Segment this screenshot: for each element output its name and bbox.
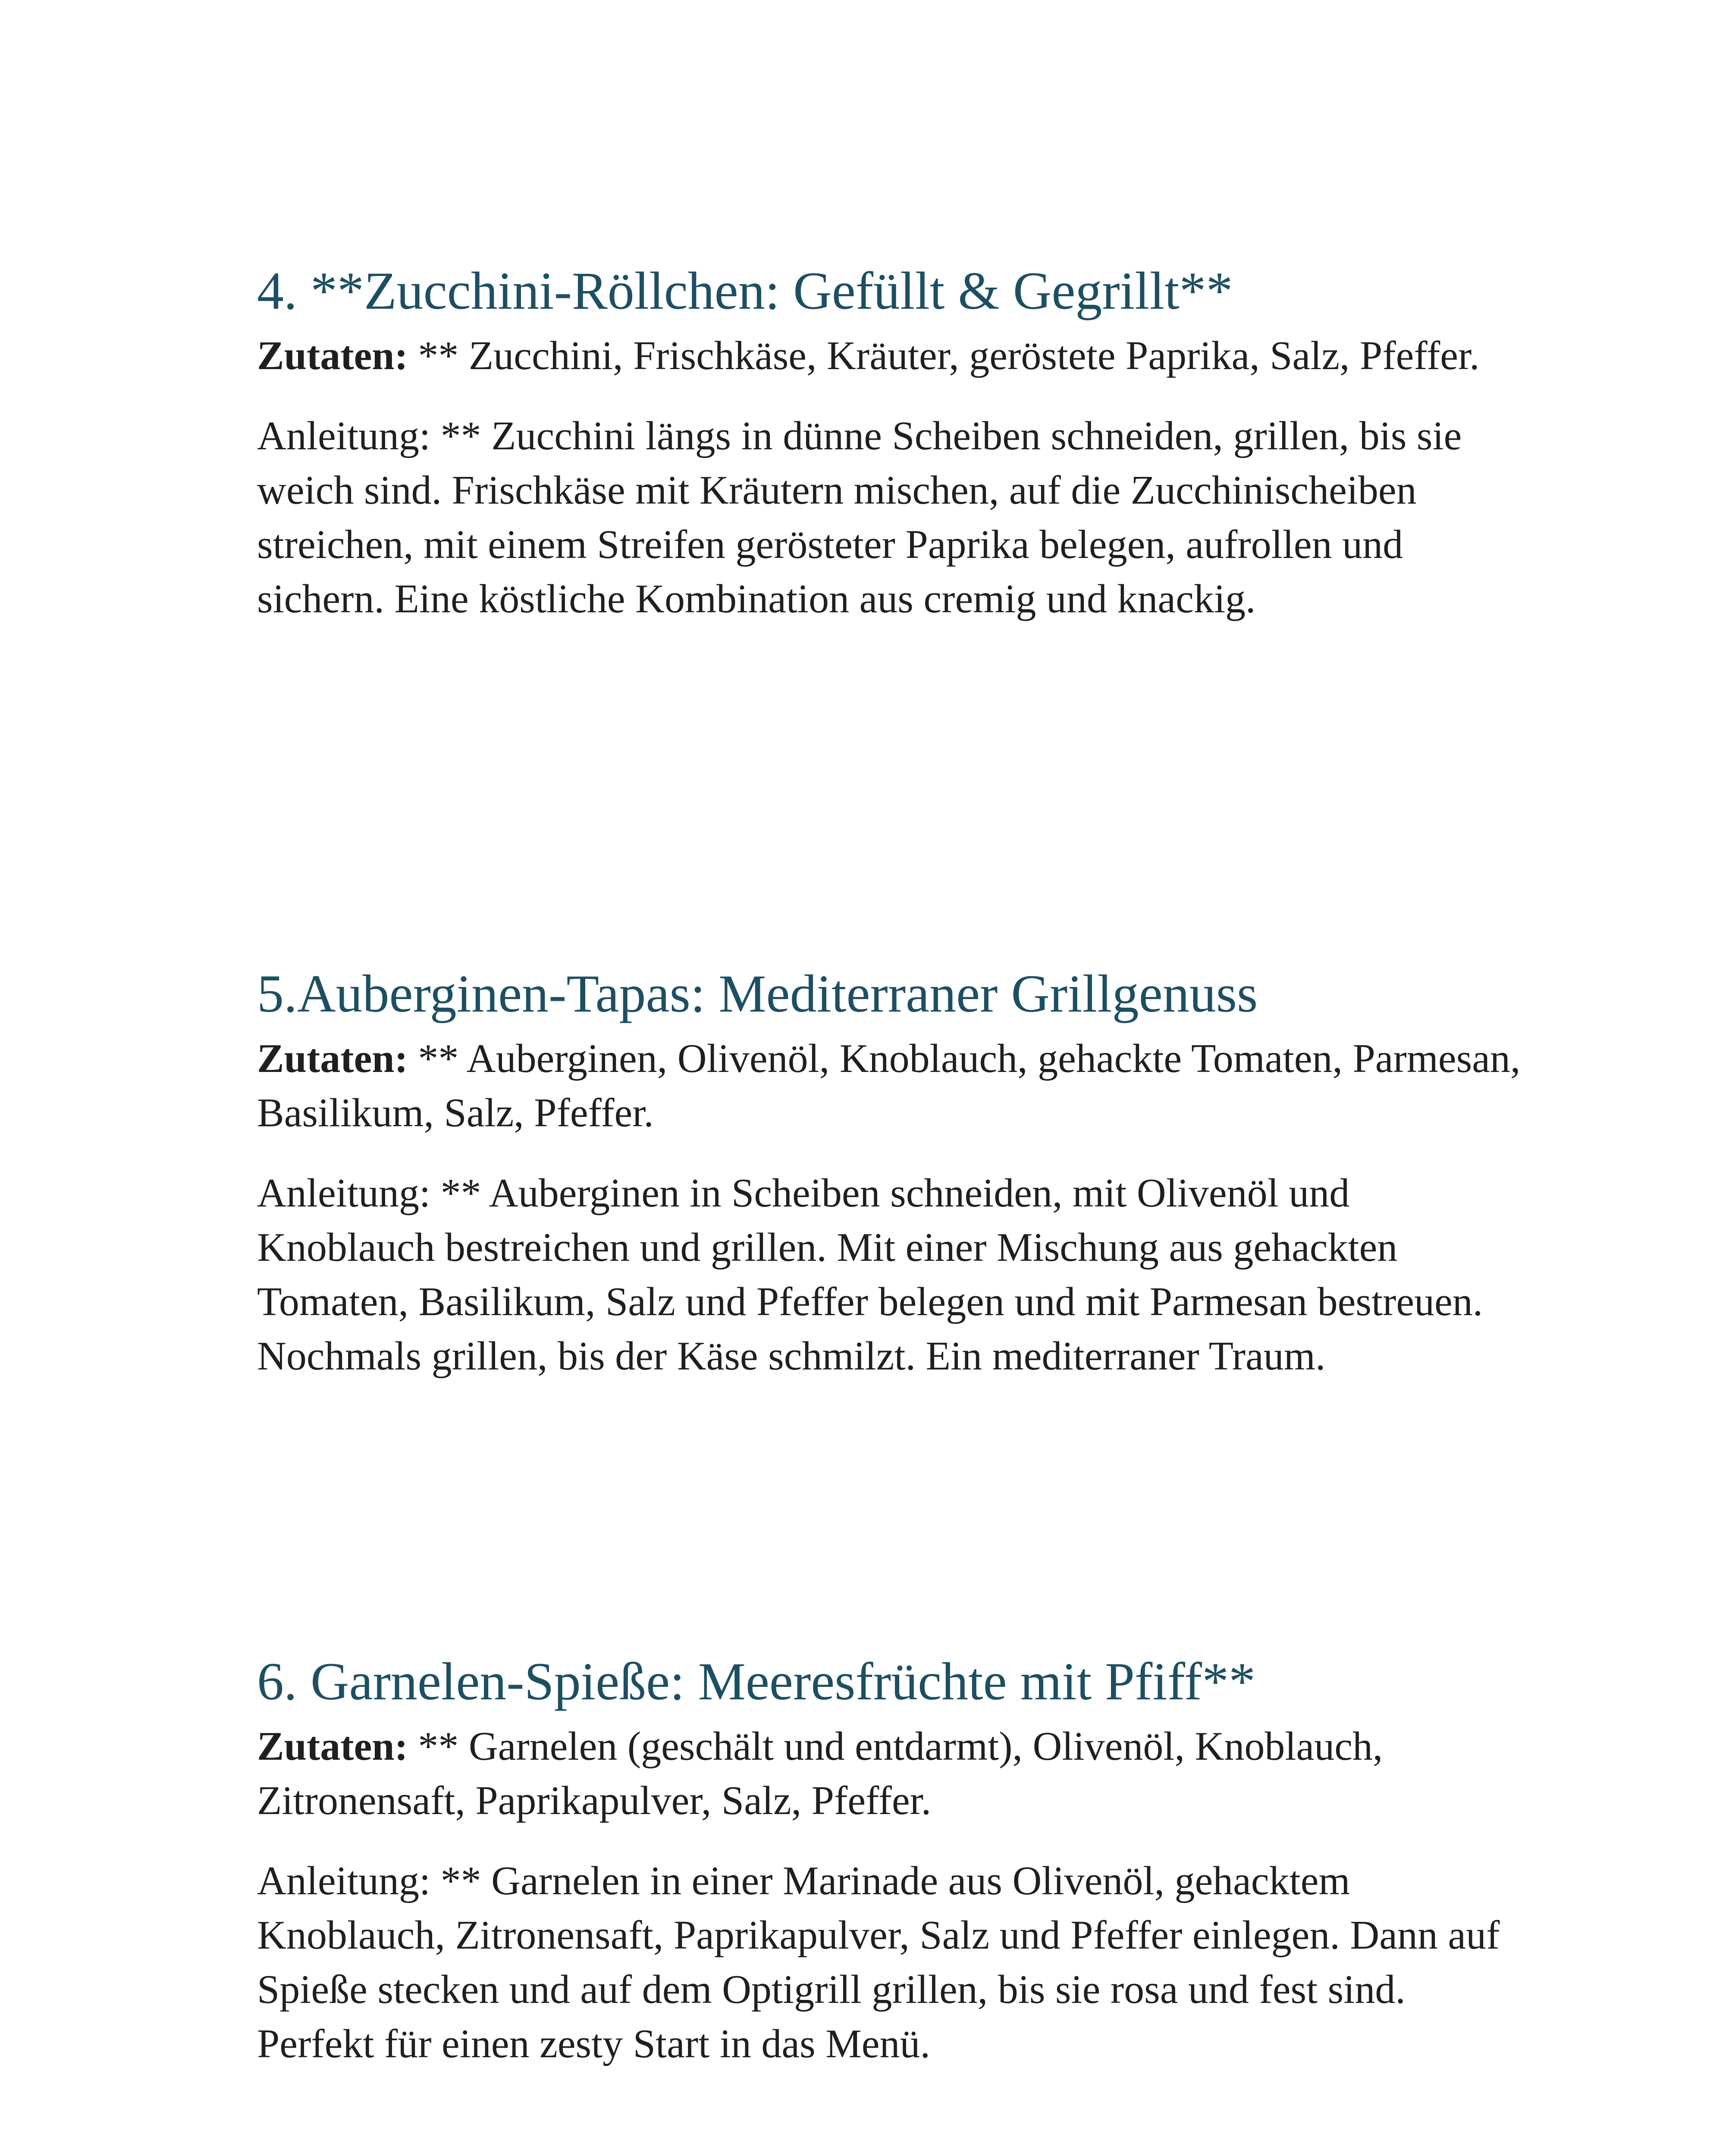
ingredients-paragraph bbox=[257, 1719, 1521, 1828]
ingredients-label: Zutaten: bbox=[257, 333, 408, 378]
recipe-title: 5.Auberginen-Tapas: Mediterraner Grillgenuss bbox=[257, 964, 1258, 1023]
ingredients-text: ** Auberginen, Olivenöl, Knoblauch, gehackte Tomaten, Parmesan, Basilikum, Salz, Pfeffer. bbox=[257, 1036, 1521, 1135]
ingredients-label: Zutaten: bbox=[257, 1036, 408, 1081]
instructions-paragraph: Anleitung: ** Auberginen in Scheiben schneiden, mit Olivenöl und Knoblauch bestreichen und grillen. Mit einer Mischung aus gehackten Tomaten, Basilikum, Salz und Pfeffer belegen und mit Parmesan bestreuen. Nochmals grillen, bis der Käse schmilzt. Ein mediterraner Traum. bbox=[257, 1171, 1483, 1379]
recipe-title: 4. **Zucchini-Röllchen: Gefüllt & Gegrillt** bbox=[257, 261, 1233, 320]
recipe-auberginen-tapas bbox=[257, 962, 1521, 1383]
ingredients-label: Zutaten: bbox=[257, 1724, 408, 1769]
instructions-paragraph: Anleitung: ** Garnelen in einer Marinade aus Olivenöl, gehacktem Knoblauch, Zitronensaft, Paprikapulver, Salz und Pfeffer einlegen. Dann auf Spieße stecken und auf dem Optigrill grillen, bis sie rosa und fest sind. Perfekt für einen zesty Start in das Menü. bbox=[257, 1858, 1500, 2066]
ingredients-paragraph bbox=[257, 1031, 1521, 1140]
ingredients-paragraph bbox=[257, 329, 1521, 383]
recipe-zucchini-roellchen bbox=[257, 259, 1521, 626]
instructions-paragraph: Anleitung: ** Zucchini längs in dünne Scheiben schneiden, grillen, bis sie weich sind. Frischkäse mit Kräutern mischen, auf die Zucchinischeiben streichen, mit einem Streifen gerösteter Paprika belegen, aufrollen und sichern. Eine köstliche Kombination aus cremig und knackig. bbox=[257, 414, 1462, 621]
recipe-garnelen-spiesse bbox=[257, 1649, 1521, 2071]
recipe-title: 6. Garnelen-Spieße: Meeresfrüchte mit Pfiff** bbox=[257, 1652, 1256, 1711]
ingredients-text: ** Zucchini, Frischkäse, Kräuter, geröstete Paprika, Salz, Pfeffer. bbox=[408, 333, 1480, 378]
ingredients-text: ** Garnelen (geschält und entdarmt), Olivenöl, Knoblauch, Zitronensaft, Paprikapulver, Salz, Pfeffer. bbox=[257, 1724, 1383, 1823]
